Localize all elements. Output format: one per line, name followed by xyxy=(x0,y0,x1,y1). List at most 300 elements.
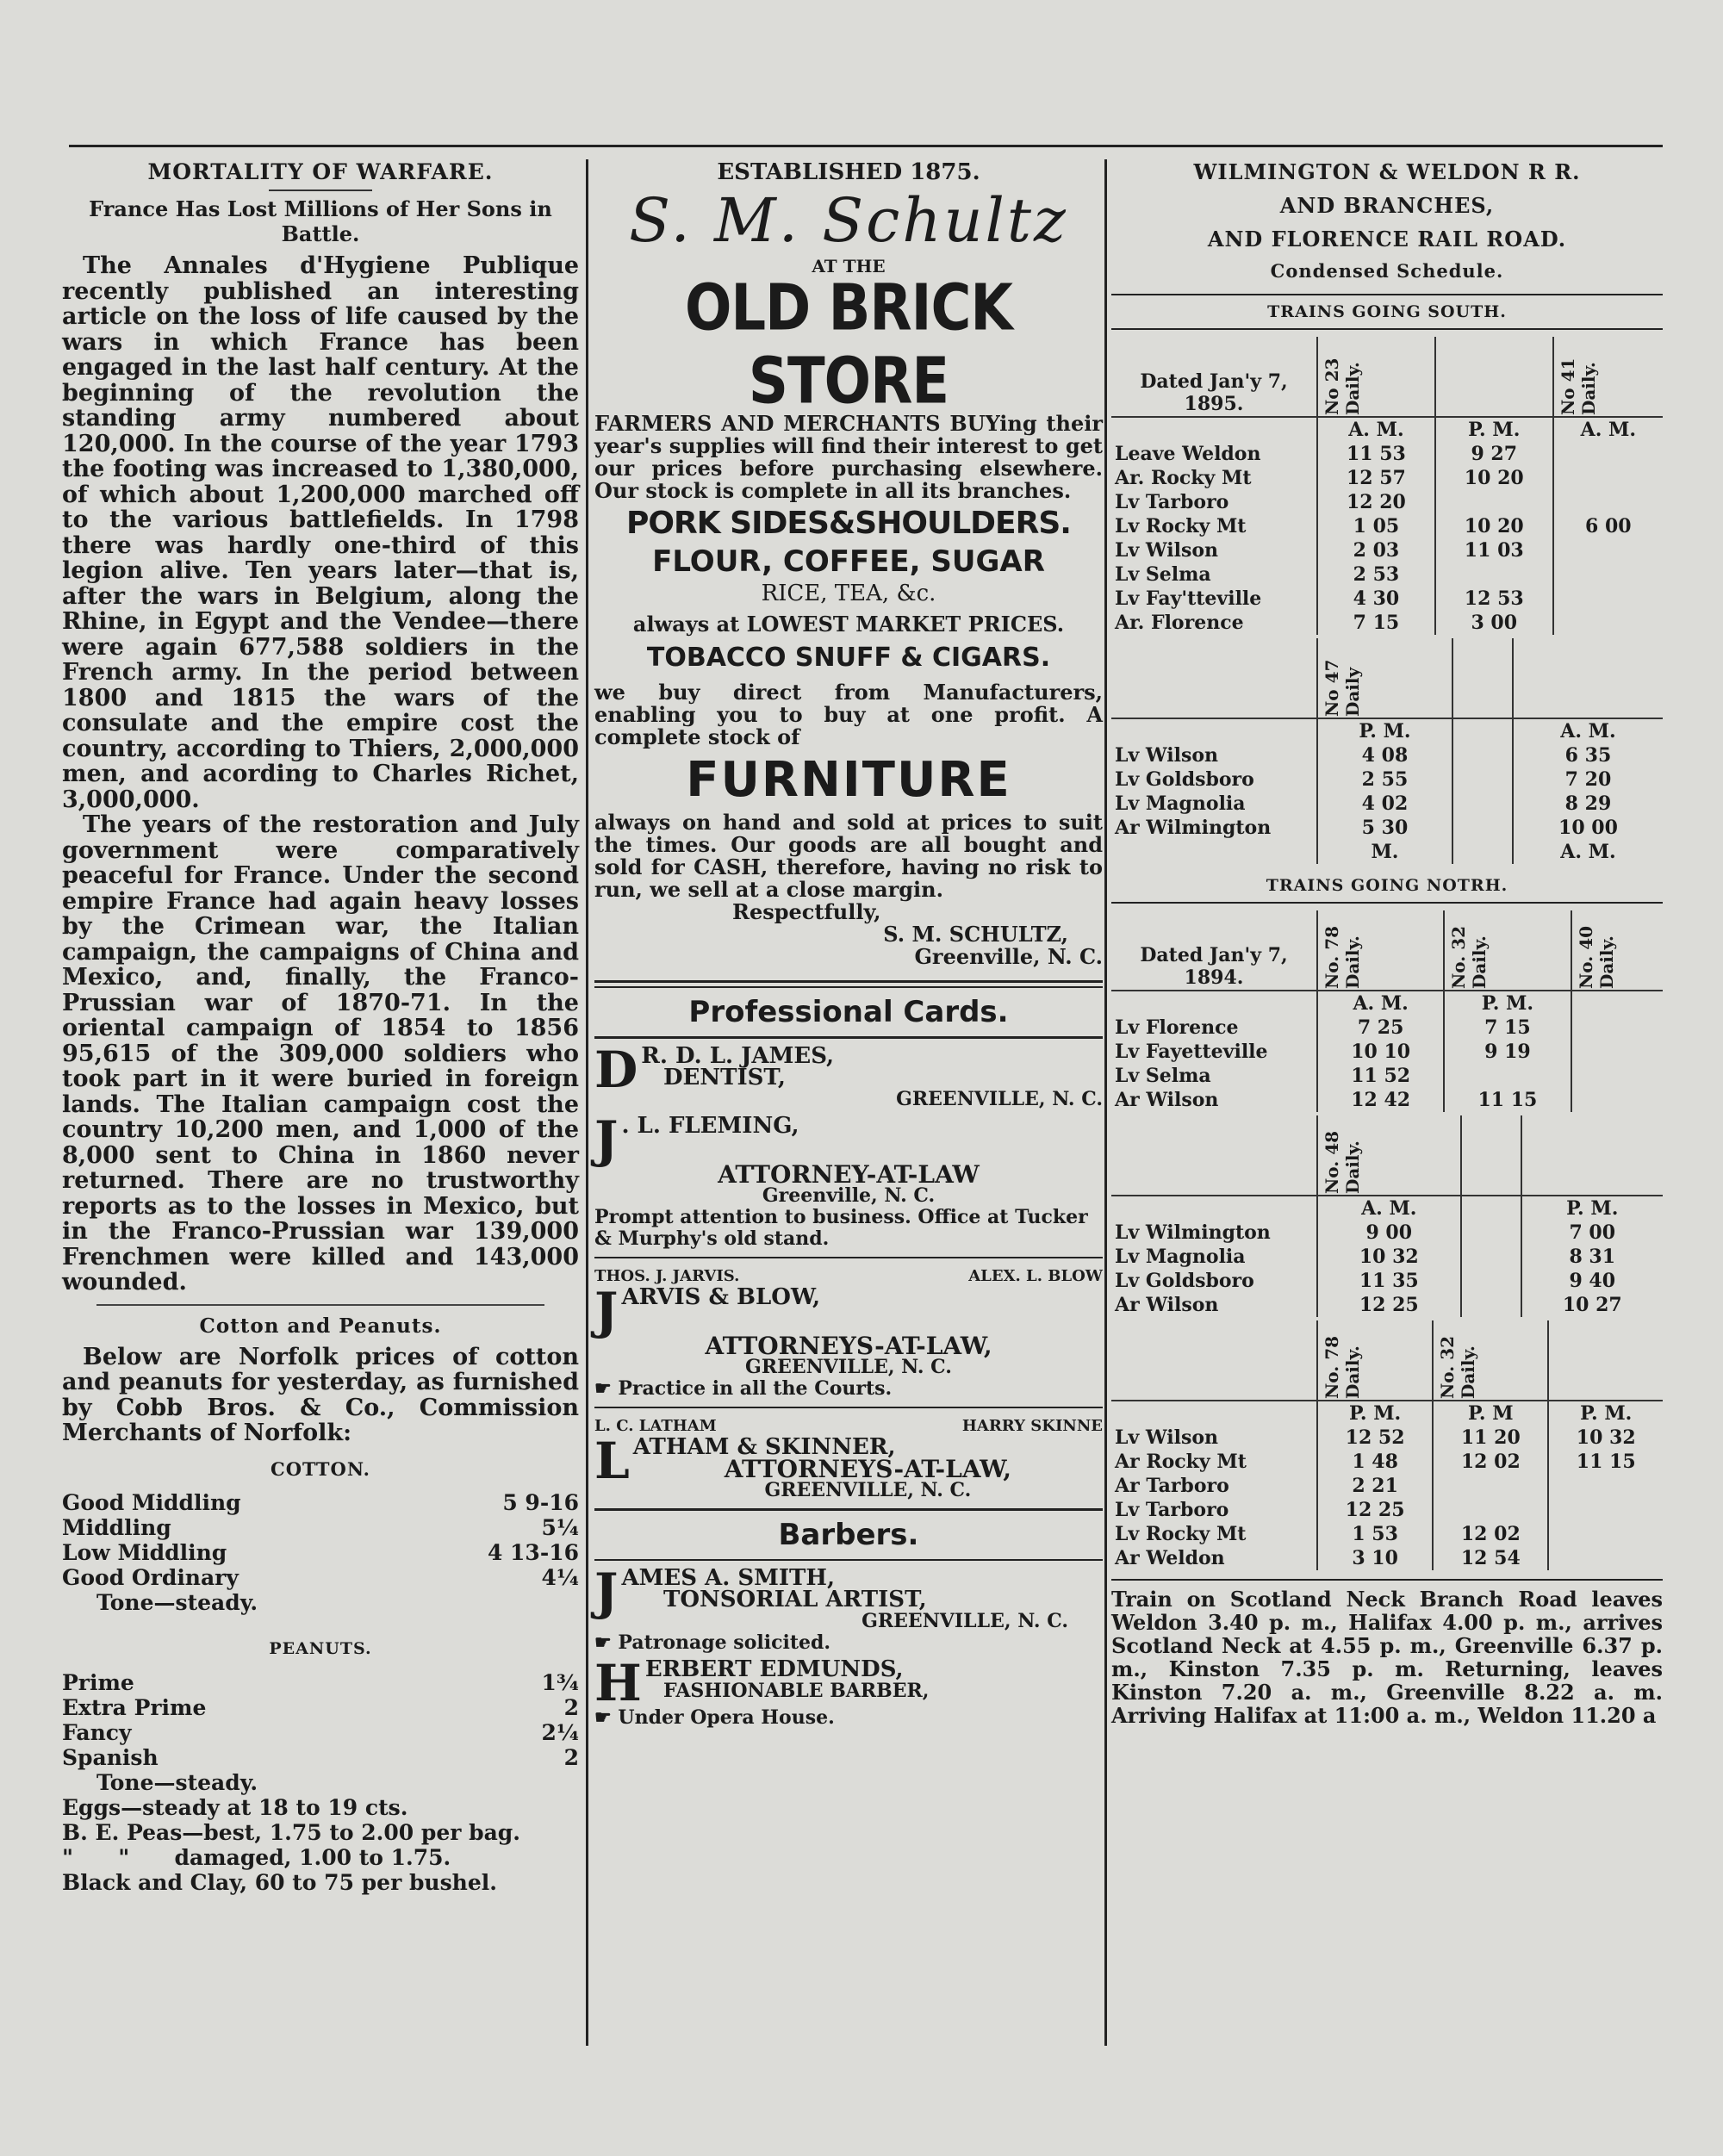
empty-cell xyxy=(1461,1221,1521,1245)
time-cell xyxy=(1571,1088,1663,1112)
station-cell: Lv Wilmington xyxy=(1111,1221,1317,1245)
price-row xyxy=(62,1745,579,1770)
schedule-label: Condensed Schedule. xyxy=(1270,260,1504,282)
ad-line-prices: always at LOWEST MARKET PRICES. xyxy=(632,612,1065,637)
title-rule xyxy=(269,190,372,191)
station-cell: Lv Wilson xyxy=(1111,743,1317,767)
time-cell: 5 30 xyxy=(1317,816,1452,840)
ampm-cell xyxy=(1571,991,1663,1016)
ampm-cell: P. M xyxy=(1433,1401,1548,1426)
price-row xyxy=(62,1720,579,1745)
drop-cap: H xyxy=(594,1654,642,1712)
station-cell: Ar Wilson xyxy=(1111,1088,1317,1112)
peas-line: Black and Clay, 60 to 75 per bushel. xyxy=(62,1869,497,1895)
price-row xyxy=(62,1565,579,1590)
table-row xyxy=(1111,1426,1663,1450)
table-row xyxy=(1111,1088,1663,1112)
table-row xyxy=(1111,743,1663,767)
time-cell: 11 03 xyxy=(1435,538,1553,562)
column-header: No. 78 Daily. xyxy=(1322,1335,1363,1399)
station-cell: Lv Fay'tteville xyxy=(1111,587,1317,611)
time-cell: 10 10 xyxy=(1317,1040,1444,1064)
station-cell: Lv Florence xyxy=(1111,1016,1317,1040)
card-role: DENTIST, xyxy=(663,1065,786,1090)
drop-cap: J xyxy=(594,1563,619,1621)
ampm-cell: P. M. xyxy=(1435,417,1553,442)
south-title: TRAINS GOING SOUTH. xyxy=(1267,302,1507,321)
article-title: MORTALITY OF WARFARE. xyxy=(147,159,494,184)
time-cell: 11 20 xyxy=(1433,1426,1548,1450)
time-cell: 12 20 xyxy=(1317,490,1435,514)
store-name: OLD BRICK STORE xyxy=(684,271,1013,419)
timetable-north-3 xyxy=(1111,1320,1663,1570)
north-rows xyxy=(1111,1016,1663,1112)
card-edmunds xyxy=(594,1654,1103,1729)
ad-line-rice: RICE, TEA, &c. xyxy=(761,581,936,606)
table-row xyxy=(1111,1245,1663,1269)
railroad-title: WILMINGTON & WELDON R R. xyxy=(1193,159,1581,184)
card-name: ATHAM & SKINNER, xyxy=(632,1434,896,1460)
price-label: Extra Prime xyxy=(62,1694,207,1720)
table-row xyxy=(1111,538,1663,562)
station-cell: Lv Rocky Mt xyxy=(1111,1522,1317,1546)
column-header: No. 48 Daily. xyxy=(1322,1130,1363,1194)
table-row xyxy=(1111,792,1663,816)
station-cell: Lv Tarboro xyxy=(1111,490,1317,514)
column-c xyxy=(1111,159,1663,1727)
empty-cell xyxy=(1452,743,1513,767)
peanuts-title: PEANUTS. xyxy=(269,1638,372,1658)
table-row xyxy=(1111,816,1663,840)
timetable-north xyxy=(1111,910,1663,1112)
station-cell: Ar. Florence xyxy=(1111,611,1317,635)
time-cell: 12 25 xyxy=(1317,1498,1433,1522)
table-row xyxy=(1111,1269,1663,1293)
section-rule xyxy=(594,1257,1103,1258)
section-rule xyxy=(594,980,1103,983)
empty-cell xyxy=(1461,1245,1521,1269)
price-value: 4 13-16 xyxy=(487,1539,579,1565)
ampm-row xyxy=(1111,1401,1663,1426)
section-rule xyxy=(1111,902,1663,904)
card-role: ATTORNEYS-AT-LAW, xyxy=(724,1455,1011,1483)
price-value: 2¼ xyxy=(541,1719,579,1745)
table-header xyxy=(1111,337,1663,417)
time-cell xyxy=(1433,1498,1548,1522)
time-cell xyxy=(1553,587,1663,611)
time-cell xyxy=(1553,442,1663,466)
time-cell: 11 53 xyxy=(1317,442,1435,466)
column-header: No. 40 Daily. xyxy=(1575,925,1617,989)
card-text: ☛ Under Opera House. xyxy=(594,1706,835,1729)
price-value: 5 9-16 xyxy=(502,1489,579,1515)
article-paragraph: The years of the restoration and July government were comparatively peaceful for France. Under the second empire France had again heavy losses by the Crimean war, the Italian campaign, the campaigns of China and Mexico, and, finally, the Franco-Prussian war of 1870-71. In the oriental campaign of 1854 to 1856 95,615 of the 309,000 soldiers who took part in it were buried in foreign lands. The Italian campaign cost the country 10,200 men, and 1,000 of the 8,000 sent to China in 1860 never returned. There are no trustworthy reports as to the losses in Mexico, but in the Franco-Prussian war 139,000 Frenchmen were killed and 143,000 wounded. xyxy=(62,811,579,1295)
station-cell: Lv Selma xyxy=(1111,1064,1317,1088)
article-body xyxy=(62,253,579,1295)
table-row xyxy=(1111,587,1663,611)
price-row xyxy=(62,1540,579,1565)
card-latham-skinner xyxy=(594,1415,1103,1501)
table-row xyxy=(1111,1546,1663,1570)
price-label: Prime xyxy=(62,1669,134,1695)
market-intro: Below are Norfolk prices of cotton and peanuts for yesterday, as furnished by Cobb Bros. & Co., Commission Merchants of Norfolk: xyxy=(62,1343,579,1446)
card-place: Greenville, N. C. xyxy=(762,1184,936,1207)
station-cell: Lv Fayetteville xyxy=(1111,1040,1317,1064)
time-cell: 12 02 xyxy=(1433,1450,1548,1474)
ampm-row xyxy=(1111,991,1663,1016)
card-text: Prompt attention to business. Office at Tucker & Murphy's old stand. xyxy=(594,1206,1088,1250)
section-rule xyxy=(1111,294,1663,295)
ampm-cell: A. M. xyxy=(1317,417,1435,442)
railroad-subtitle: AND BRANCHES, xyxy=(1279,193,1495,218)
time-cell xyxy=(1548,1546,1663,1570)
ampm-row xyxy=(1111,1196,1663,1221)
timetable-south xyxy=(1111,337,1663,635)
time-cell: 11 52 xyxy=(1317,1064,1444,1088)
time-cell: 12 57 xyxy=(1317,466,1435,490)
time-cell: 12 54 xyxy=(1433,1546,1548,1570)
card-dentist xyxy=(594,1041,1103,1110)
dated-label: Dated Jan'y 7, 1894. xyxy=(1111,910,1317,991)
ad-signature: S. M. SCHULTZ, xyxy=(883,922,1068,947)
peas-line: B. E. Peas—best, 1.75 to 2.00 per bag. xyxy=(62,1819,520,1845)
card-place: GREENVILLE, N. C. xyxy=(862,1610,1068,1632)
table-header xyxy=(1111,638,1663,718)
ad-line-flour: FLOUR, COFFEE, SUGAR xyxy=(652,544,1045,579)
ad-signature-place: Greenville, N. C. xyxy=(914,944,1103,969)
table-row xyxy=(1111,562,1663,587)
time-cell xyxy=(1571,1064,1663,1088)
column-b xyxy=(594,159,1103,1734)
station-cell: Ar Weldon xyxy=(1111,1546,1317,1570)
price-row xyxy=(62,1515,579,1540)
time-cell xyxy=(1553,538,1663,562)
time-cell: 12 53 xyxy=(1435,587,1553,611)
time-cell: 4 02 xyxy=(1317,792,1452,816)
table-row xyxy=(1111,514,1663,538)
station-cell: Ar Wilson xyxy=(1111,1293,1317,1317)
time-cell: 9 00 xyxy=(1317,1221,1461,1245)
dated-label: Dated Jan'y 7, 1895. xyxy=(1111,337,1317,417)
time-cell: 2 55 xyxy=(1317,767,1452,792)
empty-cell xyxy=(1452,792,1513,816)
card-name: AMES A. SMITH, xyxy=(621,1565,836,1591)
table-row xyxy=(1111,490,1663,514)
north3-rows xyxy=(1111,1426,1663,1570)
time-cell: 1 05 xyxy=(1317,514,1435,538)
ampm-cell: A. M. xyxy=(1560,841,1616,863)
ampm-cell: P. M. xyxy=(1444,991,1571,1016)
time-cell: 2 53 xyxy=(1317,562,1435,587)
price-label: Good Ordinary xyxy=(62,1564,239,1590)
ampm-cell: A. M. xyxy=(1317,1196,1461,1221)
column-header: No 23 Daily. xyxy=(1322,357,1363,415)
time-cell xyxy=(1433,1474,1548,1498)
article-paragraph: The Annales d'Hygiene Publique recently published an interesting article on the loss of life caused by the wars in which France has been engaged in the last half century. At the beginning of the revolution the standing army numbered about 120,000. In the course of the year 1793 the footing was increased to 1,380,000, of which about 1,200,000 marched off to the various battlefields. In 1798 there was hardly one-third of this legion alive. Ten years later—that is, after the wars in Belgium, along the Rhine, in Egypt and the Vendee—there were again 677,588 soldiers in the French army. In the period between 1800 and 1815 the wars of the consulate and the empire cost the country, according to Thiers, 2,000,000 men, and acording to Charles Richet, 3,000,000. xyxy=(62,252,579,813)
partner-name: ALEX. L. BLOW xyxy=(968,1267,1103,1285)
empty-cell xyxy=(1452,767,1513,792)
time-cell: 10 27 xyxy=(1562,1294,1622,1316)
station-cell: Lv Wilson xyxy=(1111,538,1317,562)
ad-line-pork: PORK SIDES&SHOULDERS. xyxy=(626,506,1071,541)
cotton-tone: Tone—steady. xyxy=(96,1589,258,1615)
time-cell: 6 00 xyxy=(1585,515,1632,537)
station-cell: Lv Magnolia xyxy=(1111,792,1317,816)
time-cell xyxy=(1553,466,1663,490)
empty-cell xyxy=(1452,816,1513,840)
time-cell xyxy=(1444,1064,1571,1088)
time-cell: 7 15 xyxy=(1444,1016,1571,1040)
time-cell xyxy=(1553,611,1663,635)
section-rule xyxy=(594,986,1103,988)
time-cell xyxy=(1548,1498,1663,1522)
time-cell xyxy=(1571,1040,1663,1064)
price-value: 5¼ xyxy=(541,1514,579,1540)
section-rule xyxy=(1111,1579,1663,1581)
column-header: No 47 Daily xyxy=(1322,659,1363,717)
time-cell: 10 32 xyxy=(1317,1245,1461,1269)
price-label: Middling xyxy=(62,1514,171,1540)
drop-cap: J xyxy=(594,1282,619,1340)
drop-cap: D xyxy=(594,1041,638,1099)
time-cell: 6 35 xyxy=(1564,744,1612,767)
price-label: Fancy xyxy=(62,1719,132,1745)
drop-cap: J xyxy=(594,1110,619,1169)
time-cell: 4 30 xyxy=(1317,587,1435,611)
table-header xyxy=(1111,910,1663,991)
time-cell: 2 03 xyxy=(1317,538,1435,562)
price-row xyxy=(62,1490,579,1515)
price-value: 4¼ xyxy=(541,1564,579,1590)
ampm-cell: P. M. xyxy=(1317,1401,1433,1426)
article-subtitle: France Has Lost Millions of Her Sons in Battle. xyxy=(89,196,552,246)
ampm-cell: A. M. xyxy=(1317,991,1444,1016)
table-header xyxy=(1111,1115,1663,1196)
time-cell: 8 29 xyxy=(1564,792,1612,815)
column-header: No. 32 Daily. xyxy=(1448,925,1490,989)
time-cell: 2 21 xyxy=(1317,1474,1433,1498)
time-cell: 12 52 xyxy=(1317,1426,1433,1450)
market-intro-block xyxy=(62,1345,579,1446)
card-text: ☛ Patronage solicited. xyxy=(594,1631,831,1654)
table-row xyxy=(1111,1498,1663,1522)
card-place: GREENVILLE, N. C. xyxy=(745,1356,952,1378)
top-rule xyxy=(69,145,1663,147)
table-row xyxy=(1111,1474,1663,1498)
card-smith xyxy=(594,1563,1103,1654)
barbers-title: Barbers. xyxy=(778,1518,919,1552)
card-role: TONSORIAL ARTIST, xyxy=(663,1587,927,1612)
card-role: ATTORNEYS-AT-LAW, xyxy=(705,1332,992,1360)
table-header xyxy=(1111,1320,1663,1401)
timetable-south-2 xyxy=(1111,638,1663,864)
price-label: Good Middling xyxy=(62,1489,241,1515)
time-cell: 9 19 xyxy=(1444,1040,1571,1064)
column-rule-2 xyxy=(1104,159,1107,2046)
time-cell: 10 00 xyxy=(1558,817,1618,839)
ampm-cell: P. M. xyxy=(1580,1402,1633,1425)
station-cell: Lv Selma xyxy=(1111,562,1317,587)
station-cell: Lv Magnolia xyxy=(1111,1245,1317,1269)
time-cell: 4 08 xyxy=(1317,743,1452,767)
table-row xyxy=(1111,611,1663,635)
time-cell: 11 15 xyxy=(1576,1451,1636,1473)
ad-furniture: FURNITURE xyxy=(686,752,1011,808)
time-cell: 9 27 xyxy=(1435,442,1553,466)
price-value: 2 xyxy=(563,1744,579,1770)
ad-buy-direct: we buy direct from Manufacturers, enabling you to buy at one profit. A complete stock of xyxy=(594,680,1103,749)
peanuts-tone: Tone—steady. xyxy=(96,1769,258,1795)
store-owner-name: S. M. Schultz xyxy=(629,185,1068,256)
card-name: ERBERT EDMUNDS, xyxy=(644,1656,904,1682)
station-cell: Ar. Rocky Mt xyxy=(1111,466,1317,490)
section-rule xyxy=(96,1304,544,1306)
time-cell: 7 15 xyxy=(1317,611,1435,635)
section-rule xyxy=(594,1559,1103,1561)
station-cell: Lv Tarboro xyxy=(1111,1498,1317,1522)
card-name: . L. FLEMING, xyxy=(621,1113,799,1139)
card-text: ☛ Practice in all the Courts. xyxy=(594,1377,893,1400)
peanut-prices xyxy=(62,1670,579,1895)
price-label: Low Middling xyxy=(62,1539,227,1565)
price-value: 2 xyxy=(563,1694,579,1720)
table-row xyxy=(1111,1450,1663,1474)
drop-cap: L xyxy=(594,1432,630,1490)
south2-rows xyxy=(1111,743,1663,840)
table-row xyxy=(1111,1293,1663,1317)
time-cell: 10 32 xyxy=(1576,1426,1636,1449)
station-cell: Ar Rocky Mt xyxy=(1111,1450,1317,1474)
time-cell: 1 53 xyxy=(1317,1522,1433,1546)
empty-cell xyxy=(1461,1293,1521,1317)
north2-rows xyxy=(1111,1221,1663,1317)
time-cell: 3 10 xyxy=(1317,1546,1433,1570)
column-header: No. 32 Daily. xyxy=(1437,1335,1479,1399)
section-rule xyxy=(594,1508,1103,1511)
station-cell: Leave Weldon xyxy=(1111,442,1317,466)
ampm-row xyxy=(1111,840,1663,864)
station-cell: Ar Tarboro xyxy=(1111,1474,1317,1498)
time-cell xyxy=(1435,490,1553,514)
cotton-title: COTTON. xyxy=(271,1457,370,1480)
ampm-row xyxy=(1111,718,1663,743)
table-row xyxy=(1111,1064,1663,1088)
railroad-subtitle: AND FLORENCE RAIL ROAD. xyxy=(1207,227,1567,252)
time-cell xyxy=(1571,1016,1663,1040)
ad-furniture-text: always on hand and sold at prices to suit the times. Our goods are all bought and sold for CASH, therefore, having no risk to run, we sell at a close margin. xyxy=(594,810,1103,902)
section-rule xyxy=(594,1036,1103,1039)
time-cell xyxy=(1548,1522,1663,1546)
time-cell xyxy=(1548,1474,1663,1498)
section-rule xyxy=(594,1407,1103,1408)
price-row xyxy=(62,1695,579,1720)
ad-line-tobacco: TOBACCO SNUFF & CIGARS. xyxy=(646,643,1051,673)
time-cell: 12 02 xyxy=(1433,1522,1548,1546)
time-cell: 11 15 xyxy=(1444,1088,1571,1112)
card-name: R. D. L. JAMES, xyxy=(641,1043,835,1069)
ampm-row xyxy=(1111,417,1663,442)
time-cell: 12 25 xyxy=(1317,1293,1461,1317)
card-name: ARVIS & BLOW, xyxy=(621,1284,821,1310)
time-cell xyxy=(1435,562,1553,587)
partner-name: THOS. J. JARVIS. xyxy=(594,1267,740,1285)
professional-cards-title: Professional Cards. xyxy=(688,995,1009,1029)
table-row xyxy=(1111,1522,1663,1546)
time-cell: 11 35 xyxy=(1317,1269,1461,1293)
time-cell xyxy=(1553,490,1663,514)
station-cell: Lv Wilson xyxy=(1111,1426,1317,1450)
card-role: FASHIONABLE BARBER, xyxy=(663,1680,930,1702)
table-row xyxy=(1111,1040,1663,1064)
established-line: ESTABLISHED 1875. xyxy=(717,159,980,185)
cotton-prices xyxy=(62,1490,579,1615)
card-role: ATTORNEY-AT-LAW xyxy=(718,1160,980,1189)
table-row xyxy=(1111,767,1663,792)
north-title: TRAINS GOING NOTRH. xyxy=(1266,876,1508,895)
timetable-north-2 xyxy=(1111,1115,1663,1317)
table-row xyxy=(1111,1016,1663,1040)
time-cell: 8 31 xyxy=(1569,1246,1616,1268)
card-place: GREENVILLE, N. C. xyxy=(896,1088,1103,1110)
ampm-cell: P. M. xyxy=(1317,718,1452,743)
partner-name: L. C. LATHAM xyxy=(594,1417,717,1435)
section-rule xyxy=(1111,328,1663,330)
ad-respectfully: Respectfully, xyxy=(732,899,881,924)
time-cell: 12 42 xyxy=(1317,1088,1444,1112)
card-jarvis-blow xyxy=(594,1265,1103,1400)
table-row xyxy=(1111,1221,1663,1245)
ampm-cell: P. M. xyxy=(1566,1197,1619,1220)
peas-line: " " damaged, 1.00 to 1.75. xyxy=(62,1844,451,1870)
station-cell: Ar Wilmington xyxy=(1111,816,1317,840)
table-row xyxy=(1111,466,1663,490)
station-cell: Lv Rocky Mt xyxy=(1111,514,1317,538)
eggs-line: Eggs—steady at 18 to 19 cts. xyxy=(62,1794,408,1820)
card-place: GREENVILLE, N. C. xyxy=(764,1479,972,1501)
column-header: No 41 Daily. xyxy=(1557,357,1599,415)
time-cell: 7 20 xyxy=(1564,768,1612,791)
ampm-cell: A. M. xyxy=(1580,419,1637,441)
price-label: Spanish xyxy=(62,1744,159,1770)
time-cell: 10 20 xyxy=(1435,514,1553,538)
time-cell xyxy=(1553,562,1663,587)
time-cell: 7 00 xyxy=(1569,1221,1616,1244)
south-rows xyxy=(1111,442,1663,635)
station-cell: Lv Goldsboro xyxy=(1111,767,1317,792)
empty-cell xyxy=(1461,1269,1521,1293)
column-rule-1 xyxy=(586,159,588,2046)
at-the-line: AT THE xyxy=(812,256,886,276)
ampm-cell: M. xyxy=(1317,840,1452,864)
time-cell: 9 40 xyxy=(1569,1270,1616,1292)
partner-name: HARRY SKINNE xyxy=(961,1417,1103,1435)
time-cell: 10 20 xyxy=(1435,466,1553,490)
table-row xyxy=(1111,442,1663,466)
column-a xyxy=(62,159,579,1895)
time-cell: 1 48 xyxy=(1317,1450,1433,1474)
card-fleming xyxy=(594,1110,1103,1250)
column-header: No. 78 Daily. xyxy=(1322,925,1363,989)
station-cell: Lv Goldsboro xyxy=(1111,1269,1317,1293)
scotland-neck-notice: Train on Scotland Neck Branch Road leaves Weldon 3.40 p. m., Halifax 4.00 p. m., arrives Scotland Neck at 4.55 p. m., Greenville 6.37 p. m., Kinston 7.35 p. m. Returning, leaves Kinston 7.20 a. m., Greenville 8.22 a. m. Arriving Halifax at 11:00 a. m., Weldon 11.20 a xyxy=(1111,1587,1663,1728)
market-title: Cotton and Peanuts. xyxy=(199,1314,442,1338)
time-cell: 7 25 xyxy=(1317,1016,1444,1040)
ad-intro: FARMERS AND MERCHANTS BUYing their year's supplies will find their interest to get our prices before purchasing elsewhere. Our stock is complete in all its branches. xyxy=(594,411,1103,503)
price-row xyxy=(62,1670,579,1695)
ampm-cell: A. M. xyxy=(1560,720,1616,742)
time-cell: 3 00 xyxy=(1435,611,1553,635)
price-value: 1¾ xyxy=(541,1669,579,1695)
